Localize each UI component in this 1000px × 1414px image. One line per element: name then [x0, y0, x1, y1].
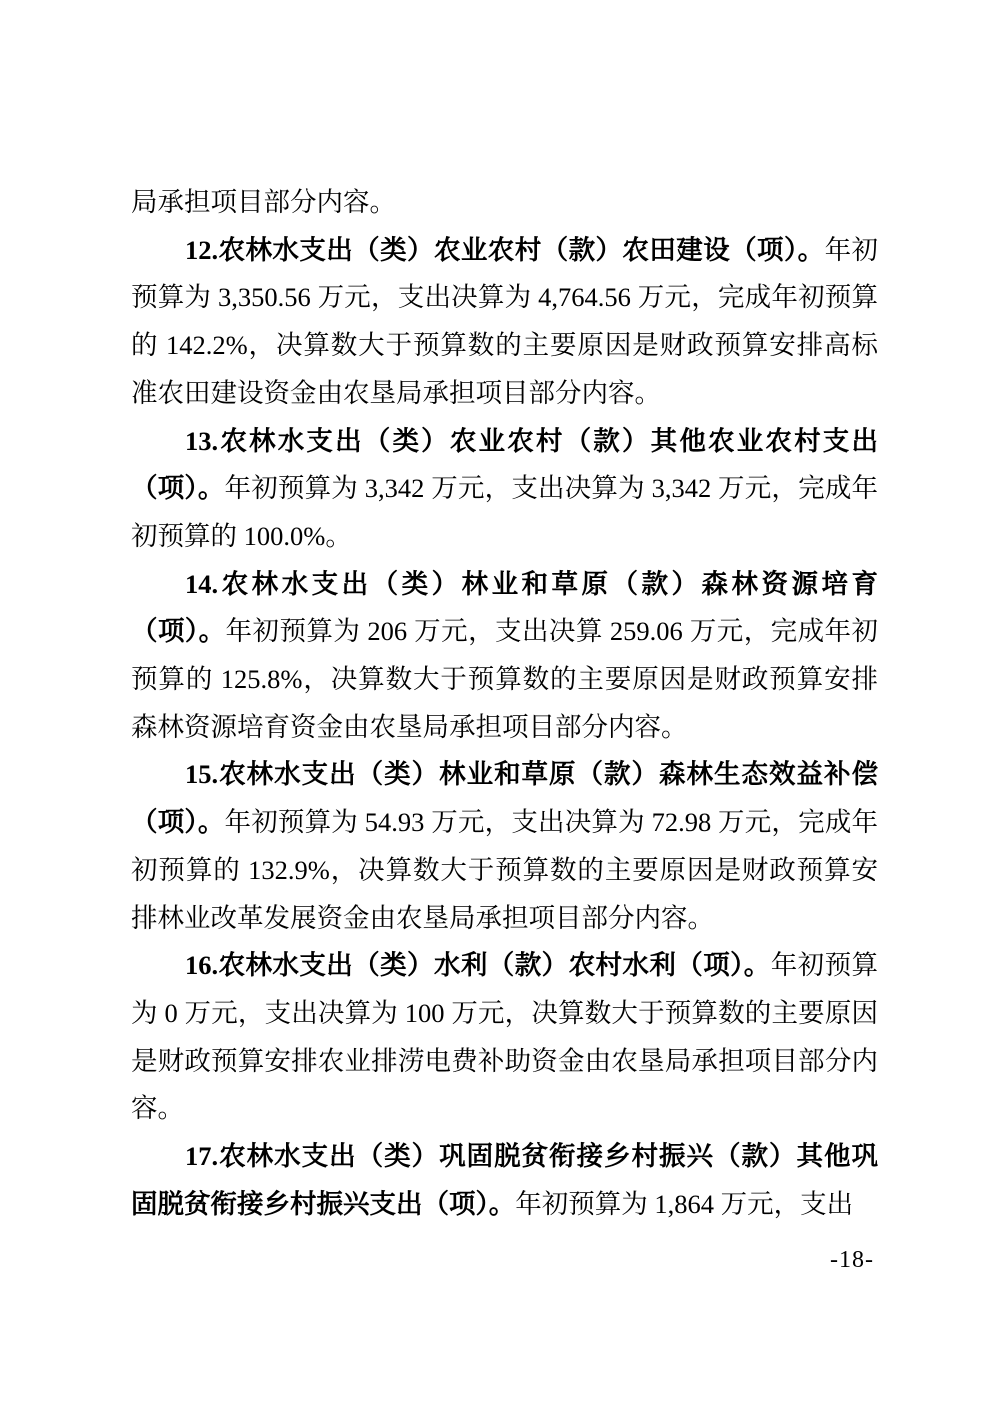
document-body [131, 179, 878, 1228]
item-heading: 16.农林水支出（类）水利（款）农村水利（项）。 [185, 950, 771, 981]
budget-item-15 [131, 751, 878, 942]
item-heading: 13.农林水支出（类）农业农村（款）其他农业农村支出（项）。 [131, 425, 878, 504]
budget-item-16 [131, 942, 878, 1133]
item-heading: 15.农林水支出（类）林业和草原（款）森林生态效益补偿（项）。 [131, 759, 878, 838]
paragraph-continuation [131, 179, 878, 227]
item-body: 年初预算为 3,342 万元，支出决算为 3,342 万元，完成年初预算的 100.0%。 [131, 473, 879, 551]
item-body: 年初预算为 3,350.56 万元，支出决算为 4,764.56 万元，完成年初预算的 142.2%，决算数大于预算数的主要原因是财政预算安排高标准农田建设资金由农垦局承担项目部分内容。 [131, 234, 879, 408]
budget-item-13 [131, 418, 878, 561]
item-heading: 17.农林水支出（类）巩固脱贫衔接乡村振兴（款）其他巩固脱贫衔接乡村振兴支出（项）。 [131, 1141, 878, 1219]
paragraph-text: 局承担项目部分内容。 [131, 187, 396, 217]
budget-item-14 [131, 561, 878, 752]
item-body: 年初预算为 54.93 万元，支出决算为 72.98 万元，完成年初预算的 132.9%，决算数大于预算数的主要原因是财政预算安排林业改革发展资金由农垦局承担项目部分内容。 [131, 807, 879, 933]
item-body: 年初预算为 0 万元，支出决算为 100 万元，决算数大于预算数的主要原因是财政预算安排农业排涝电费补助资金由农垦局承担项目部分内容。 [131, 950, 879, 1124]
item-heading: 14.农林水支出（类）林业和草原（款）森林资源培育（项）。 [131, 568, 878, 647]
item-heading: 12.农林水支出（类）农业农村（款）农田建设（项）。 [185, 234, 825, 265]
budget-item-12 [131, 227, 878, 418]
budget-item-17 [131, 1133, 878, 1228]
page-number: -18- [830, 1247, 874, 1273]
item-body: 年初预算为 206 万元，支出决算 259.06 万元，完成年初预算的 125.8%，决算数大于预算数的主要原因是财政预算安排森林资源培育资金由农垦局承担项目部分内容。 [131, 616, 879, 742]
item-body: 年初预算为 1,864 万元，支出 [515, 1188, 854, 1219]
